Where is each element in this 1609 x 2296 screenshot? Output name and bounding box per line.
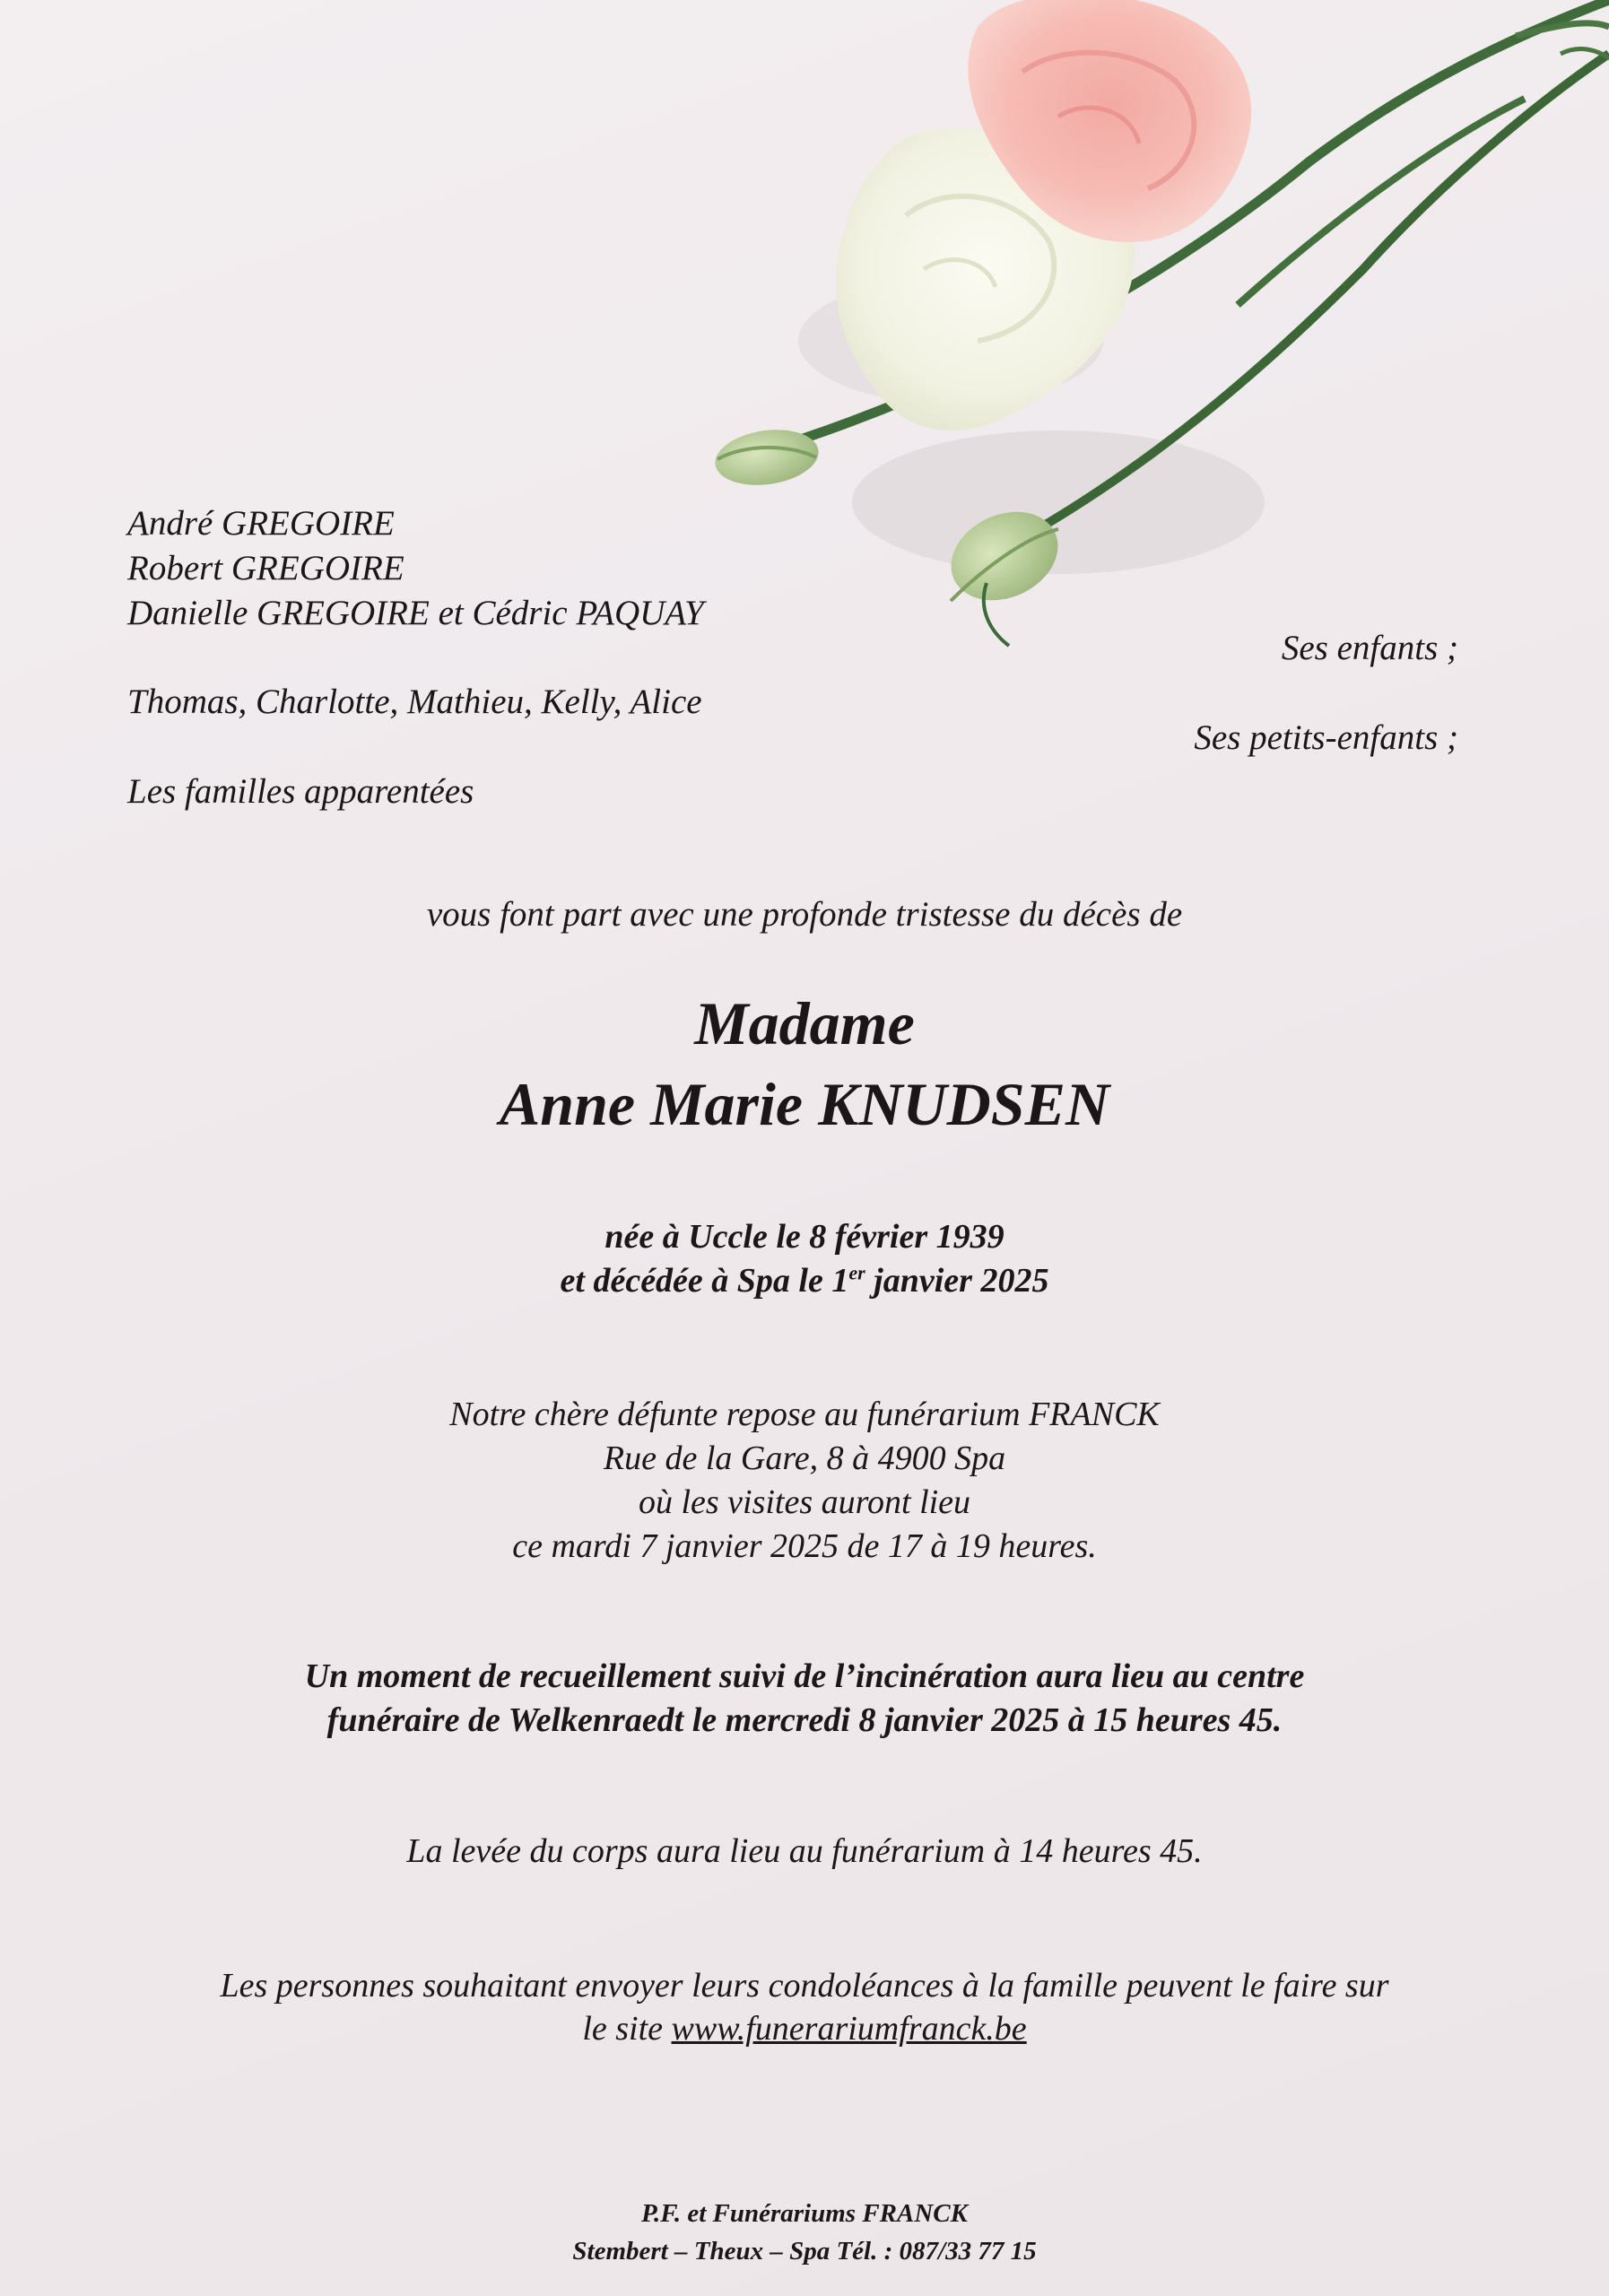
death-line-prefix: et décédée à Spa le 1: [560, 1262, 849, 1300]
levee-line: La levée du corps aura lieu au funérarium à 14 heures 45.: [406, 1832, 1203, 1870]
visitation-line: ce mardi 7 janvier 2025 de 17 à 19 heures.: [512, 1527, 1097, 1565]
deceased-name: Anne Marie KNUDSEN: [499, 1070, 1110, 1138]
ceremony-line: Un moment de recueillement suivi de l’incinération aura lieu au centre: [304, 1657, 1305, 1695]
footer-locations-phone: Stembert – Theux – Spa Tél. : 087/33 77 15: [572, 2237, 1037, 2266]
visitation-line: Rue de la Gare, 8 à 4900 Spa: [603, 1439, 1006, 1477]
website-link[interactable]: www.funerariumfranck.be: [671, 2010, 1027, 2048]
grandchildren-names: Thomas, Charlotte, Mathieu, Kelly, Alice: [127, 683, 702, 721]
child-name-danielle: Danielle GREGOIRE et Cédric PAQUAY: [127, 594, 704, 632]
visitation-line: Notre chère défunte repose au funérarium FRANCK: [449, 1396, 1160, 1433]
deceased-salutation: Madame: [694, 989, 915, 1057]
flower-illustration-icon: [682, 0, 1609, 664]
condolences-site-line: [0, 2009, 1609, 2048]
birth-line: née à Uccle le 8 février 1939: [604, 1218, 1005, 1256]
condolences-line: Les personnes souhaitant envoyer leurs condoléances à la famille peuvent le faire sur: [220, 1967, 1389, 2005]
relatives-label: Les familles apparentées: [127, 772, 474, 811]
death-line-superscript: er: [848, 1261, 865, 1284]
footer-company: P.F. et Funérariums FRANCK: [641, 2199, 968, 2228]
condolences-site-prefix: le site: [582, 2010, 672, 2048]
child-name-robert: Robert GREGOIRE: [127, 549, 404, 587]
ceremony-line: funéraire de Welkenraedt le mercredi 8 janvier 2025 à 15 heures 45.: [326, 1701, 1283, 1739]
grandchildren-role-label: Ses petits-enfants ;: [1194, 718, 1458, 757]
announcement-intro: vous font part avec une profonde tristesse du décès de: [426, 895, 1183, 934]
visitation-line: où les visites auront lieu: [638, 1483, 971, 1521]
death-line: [0, 1261, 1609, 1300]
child-name-andre: André GREGOIRE: [127, 504, 395, 543]
children-role-label: Ses enfants ;: [1281, 629, 1458, 667]
death-line-suffix: janvier 2025: [865, 1262, 1049, 1300]
